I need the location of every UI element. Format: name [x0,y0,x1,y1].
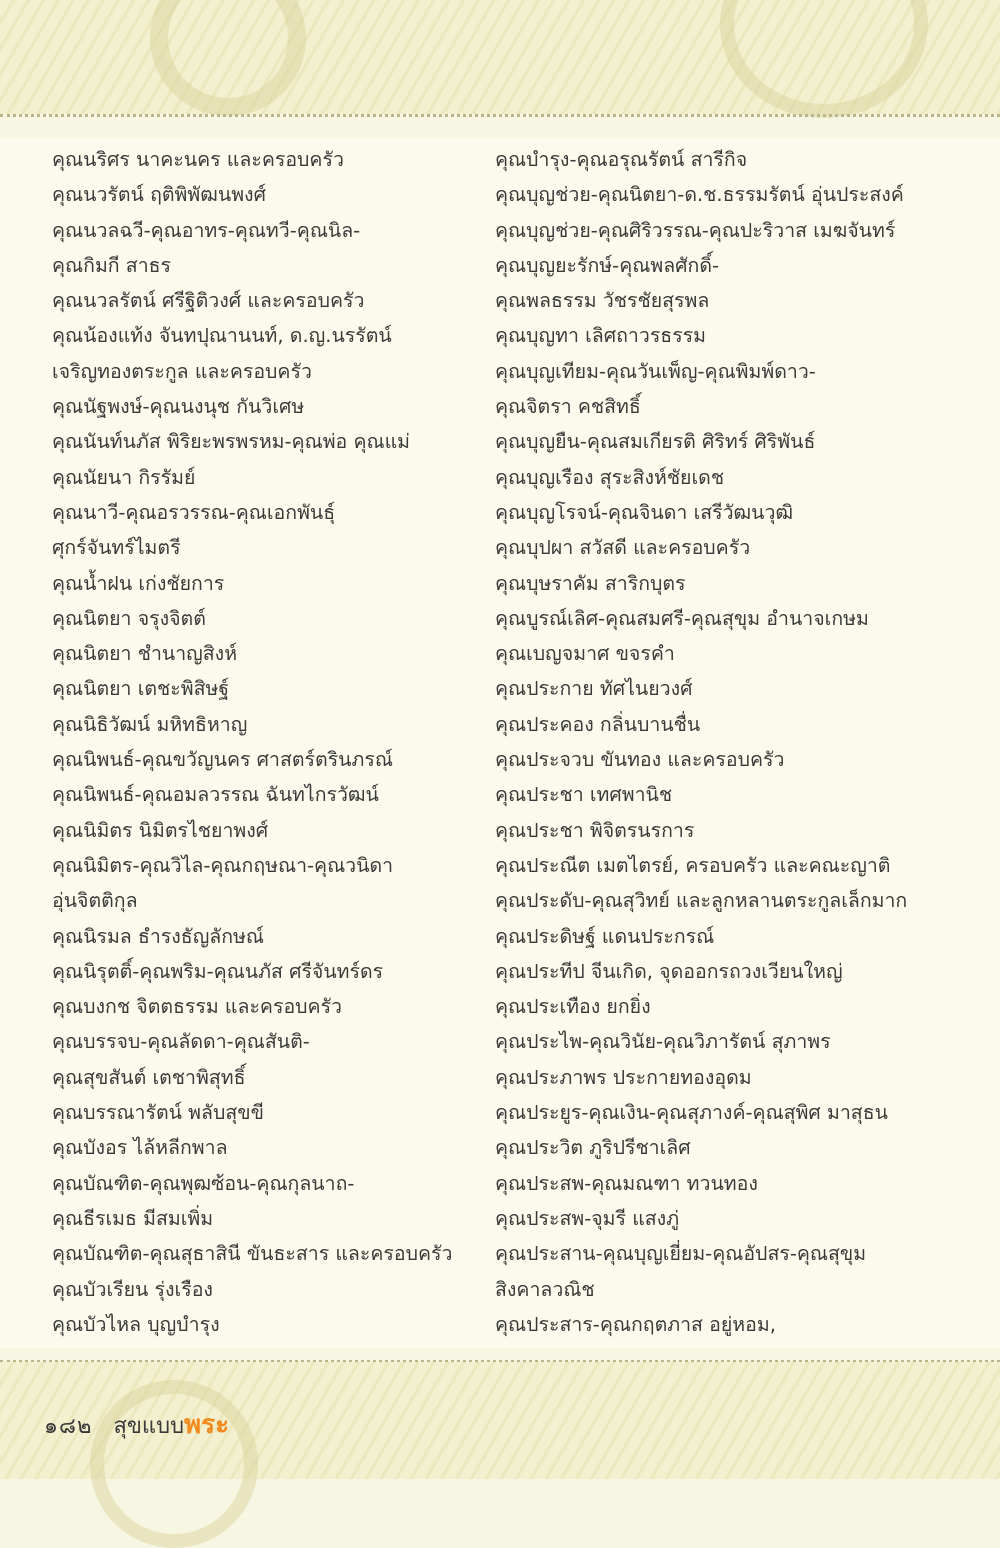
name-entry: คุณนิตยา เตชะพิสิษฐ์ [52,677,230,701]
name-entry: คุณประจวบ ขันทอง และครอบครัว [495,748,785,772]
name-entry: สิงคาลวณิช [495,1277,595,1301]
name-entry: คุณบังอร ไล้หลีกพาล [52,1136,228,1160]
name-entry: คุณบุญเทียม-คุณวันเพ็ญ-คุณพิมพ์ดาว- [495,359,816,383]
name-entry: คุณประดิษฐ์ แดนประกรณ์ [495,924,715,948]
name-entry: คุณบุญโรจน์-คุณจินดา เสรีวัฒนวุฒิ [495,500,794,524]
page-number: ๑๘๒ [44,1414,93,1439]
name-entry: คุณเบญจมาศ ขจรคำ [495,642,675,666]
page-footer [44,1404,229,1445]
name-entry: คุณประสาน-คุณบุญเยี่ยม-คุณอัปสร-คุณสุขุม [495,1242,867,1266]
name-entry: คุณนิพนธ์-คุณอมลวรรณ ฉันทไกรวัฒน์ [52,783,379,807]
name-entry: คุณจิตรา คชสิทธิ์ [495,395,641,419]
book-title-accent: พระ [184,1410,230,1440]
name-entry: คุณประคอง กลิ่นบานชื่น [495,712,701,736]
name-entry: คุณบุญช่วย-คุณศิริวรรณ-คุณปะริวาส เมฆจันทร์ [495,218,896,242]
name-entry: คุณนันท์นภัส พิริยะพรพรหม-คุณพ่อ คุณแม่ [52,430,411,454]
name-entry: คุณน้ำฝน เก่งชัยการ [52,571,225,595]
name-entry: คุณบรรจบ-คุณลัดดา-คุณสันติ- [52,1030,310,1054]
name-entry: คุณนิมิตร-คุณวิไล-คุณกฤษณา-คุณวนิดา [52,853,394,877]
name-entry: คุณนาวี-คุณอรวรรณ-คุณเอกพันธุ์ [52,500,336,524]
name-entry: คุณน้องแท้ง จันทปุณานนท์, ด.ญ.นรรัตน์ [52,324,392,348]
name-entry: ศุกร์จันทร์ไมตรี [52,536,181,560]
name-entry: คุณนิรุตติ์-คุณพริม-คุณนภัส ศรีจันทร์ดร [52,959,384,983]
name-entry: คุณนวลฉวี-คุณอาทร-คุณทวี-คุณนิล- [52,218,361,242]
name-entry: คุณบรรณารัตน์ พลับสุขขี [52,1101,264,1125]
name-entry: คุณนิธิวัฒน์ มหิทธิหาญ [52,712,248,736]
name-entry: คุณบัณฑิต-คุณสุธาสินี ขันธะสาร และครอบครัว [52,1242,453,1266]
name-entry: คุณประยูร-คุณเงิน-คุณสุภางค์-คุณสุพิศ มาสุธน [495,1101,888,1125]
name-entry: เจริญทองตระกูล และครอบครัว [52,359,312,383]
name-entry: คุณสุขสันต์ เตชาพิสุทธิ์ [52,1065,246,1089]
name-entry: คุณประเทือง ยกยิ่ง [495,995,651,1019]
name-entry: คุณประภาพร ประกายทองอุดม [495,1065,752,1089]
name-entry: คุณธีรเมธ มีสมเพิ่ม [52,1206,214,1230]
name-entry: คุณประชา เทศพานิช [495,783,673,807]
name-entry: อุ่นจิตติกุล [52,889,138,913]
name-entry: คุณบูรณ์เลิศ-คุณสมศรี-คุณสุขุม อำนาจเกษม [495,606,869,630]
name-entry: คุณบุญทา เลิศถาวรธรรม [495,324,707,348]
name-entry: คุณบัวเรียน รุ่งเรือง [52,1277,213,1301]
name-entry: คุณบำรุง-คุณอรุณรัตน์ สารีกิจ [495,148,748,171]
name-entry: คุณประดับ-คุณสุวิทย์ และลูกหลานตระกูลเล็กมาก [495,889,908,913]
top-dotted-divider [0,114,1000,117]
name-entry: คุณประชา พิจิตรนรการ [495,818,695,842]
name-entry: คุณนิตยา จรุงจิตต์ [52,606,206,630]
name-entry: คุณบุญยืน-คุณสมเกียรติ ศิริทร์ ศิริพันธ์ [495,430,816,454]
name-entry: คุณบุญเรือง สุระสิงห์ชัยเดช [495,465,725,489]
name-entry: คุณประณีต เมตไตรย์, ครอบครัว และคณะญาติ [495,853,891,877]
name-entry: คุณประสพ-จุมรี แสงภู่ [495,1206,680,1230]
name-entry: คุณบุษราคัม สาริกบุตร [495,571,686,595]
name-entry: คุณประสพ-คุณมณฑา ทวนทอง [495,1171,758,1195]
name-entry: คุณบงกช จิตตธรรม และครอบครัว [52,995,342,1019]
name-entry: คุณนิมิตร นิมิตรไชยาพงศ์ [52,818,269,842]
name-entry: คุณบุญยะรักษ์-คุณพลศักดิ์- [495,253,720,277]
name-entry: คุณประกาย ทัศไนยวงศ์ [495,677,693,701]
name-entry: คุณกิมกี สาธร [52,253,172,277]
left-column [52,142,472,1342]
name-entry: คุณนิรมล ธำรงธัญลักษณ์ [52,924,265,948]
name-entry: คุณประไพ-คุณวินัย-คุณวิภารัตน์ สุภาพร [495,1030,831,1054]
name-entry: คุณนริศร นาคะนคร และครอบครัว [52,148,344,171]
name-entry: คุณบัณฑิต-คุณพุฒซ้อน-คุณกุลนาถ- [52,1171,355,1195]
name-list-page [0,138,1000,1348]
name-entry: คุณบุปผา สวัสดี และครอบครัว [495,536,751,560]
name-entry: คุณนิตยา ชำนาญสิงห์ [52,642,238,666]
name-entry: คุณนวรัตน์ ฤติพิพัฒนพงศ์ [52,183,266,207]
name-entry: คุณประสาร-คุณกฤตภาส อยู่หอม, [495,1312,776,1336]
name-entry: คุณนิพนธ์-คุณขวัญนคร ศาสตร์ตรินภรณ์ [52,748,393,772]
name-entry: คุณประทีป จีนเกิด, จุดออกรถวงเวียนใหญ่ [495,959,843,983]
right-column [495,142,975,1342]
name-entry: คุณประวิต ภูริปรีชาเลิศ [495,1136,691,1160]
name-entry: คุณพลธรรม วัชรชัยสุรพล [495,289,710,313]
name-entry: คุณนวลรัตน์ ศรีฐิติวงศ์ และครอบครัว [52,289,365,313]
name-entry: คุณนัฐพงษ์-คุณนงนุช กันวิเศษ [52,395,305,419]
book-title: สุขแบบ [113,1414,185,1439]
name-entry: คุณบัวไหล บุญบำรุง [52,1312,220,1336]
name-entry: คุณนัยนา กิรรัมย์ [52,465,196,489]
name-entry: คุณบุญช่วย-คุณนิตยา-ด.ช.ธรรมรัตน์ อุ่นประสงค์ [495,183,904,207]
